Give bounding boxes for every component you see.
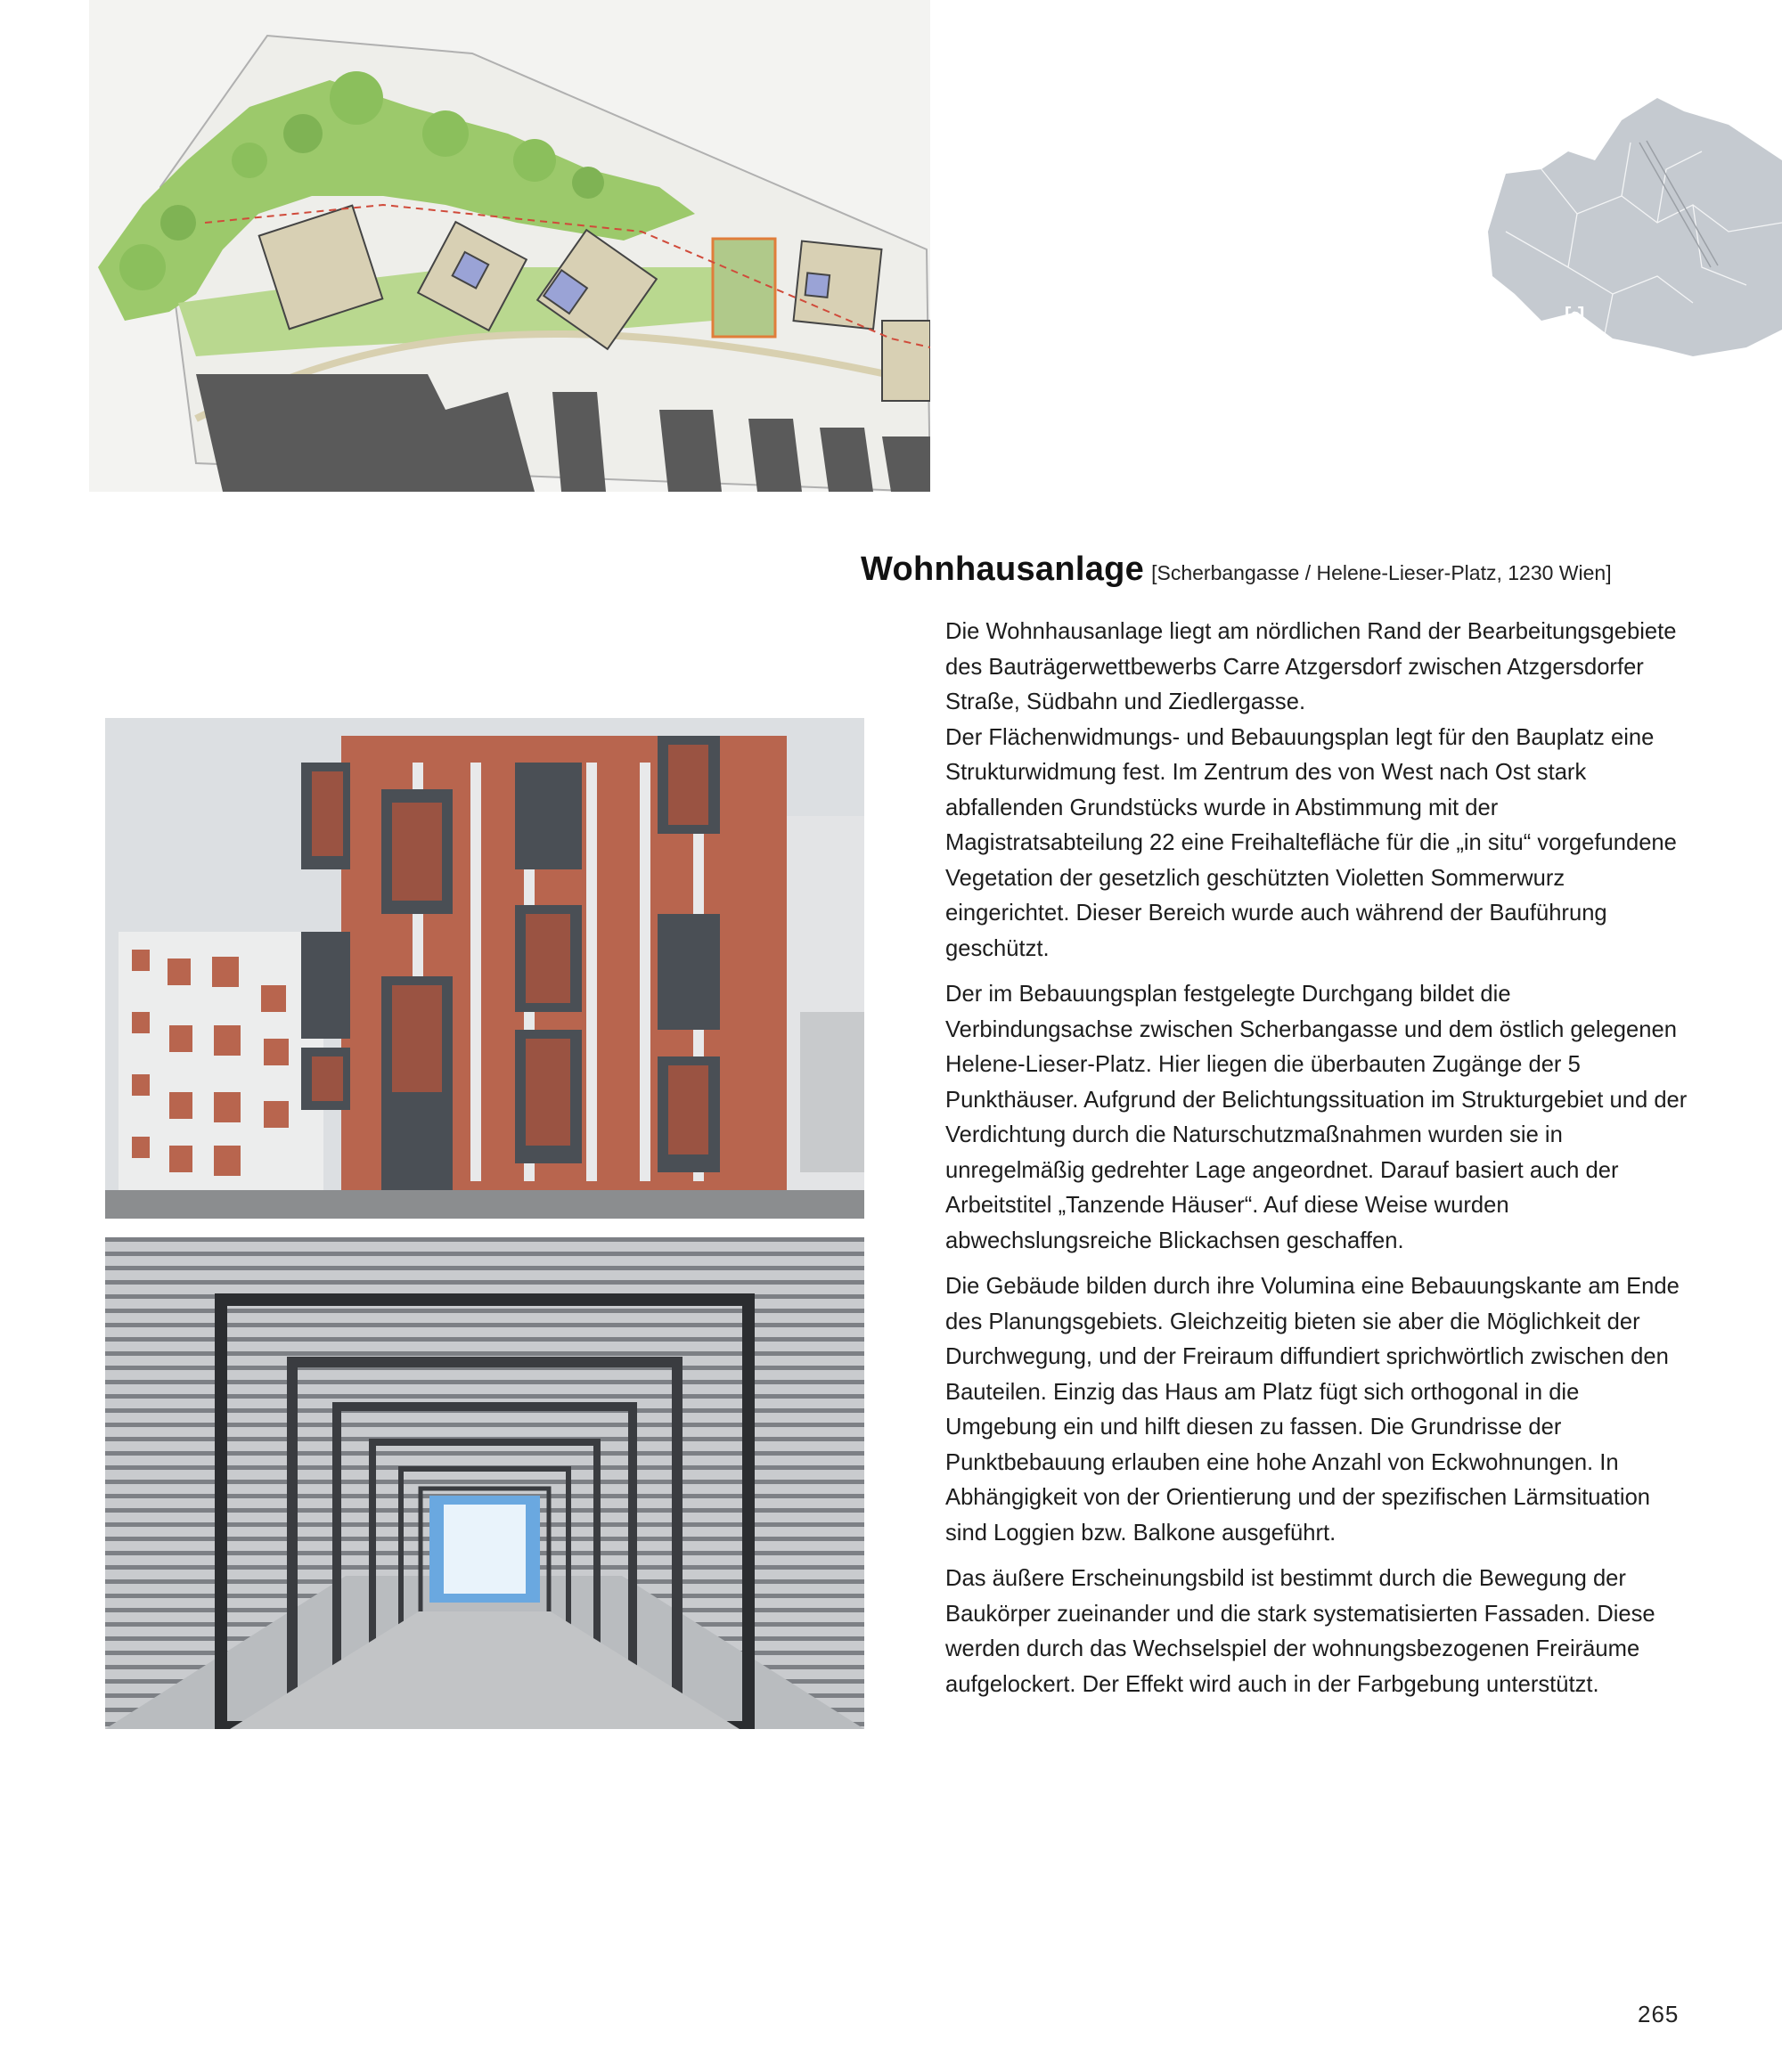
page-number: 265 <box>1638 2001 1680 2027</box>
body-paragraph: Der Flächenwidmungs- und Bebauungsplan legt für den Bauplatz eine Strukturwidmung fest. Im Zentrum des von West nach Ost stark abfallenden Grundstücks wurde in Abstimmung mit der Magistratsabteilung 22 eine Freihaltefläche für die „in situ“ vorgefundene Vegetation der gesetzlich geschützten Violetten Sommerwurz eingerichtet. Dieser Bereich wurde auch während der Bauführung geschützt. <box>945 724 1677 961</box>
facade-photo <box>105 718 864 1219</box>
body-text <box>945 615 1694 1713</box>
body-paragraph: Die Wohnhausanlage liegt am nördlichen Rand der Bearbeitungsgebiete des Bauträgerwettbewerbs Carre Atzgersdorf zwischen Atzgersdorfer Straße, Südbahn und Ziedlergasse. <box>945 619 1677 714</box>
project-title: Wohnhausanlage <box>861 551 1145 588</box>
vienna-district-map <box>1479 89 1782 356</box>
body-paragraph: Die Gebäude bilden durch ihre Volumina eine Bebauungskante am Ende des Planungsgebiets. Gleichzeitig bieten sie aber die Möglichkeit der Durchwegung, und der Freiraum diffundiert sprichwörtlich zwischen den Bauteilen. Einzig das Haus am Platz fügt sich orthogonal in die Umgebung ein und hilft diesen zu fassen. Die Grundrisse der Punktbebauung erlauben eine hohe Anzahl von Eckwohnungen. In Abhängigkeit von der Orientierung und der spezifischen Lärmsituation sind Loggien bzw. Balkone ausgeführt. <box>945 1274 1680 1546</box>
corridor-photo <box>105 1237 864 1729</box>
location-marker: [•] <box>1565 303 1585 325</box>
project-heading <box>861 551 1612 589</box>
body-paragraph: Das äußere Erscheinungsbild ist bestimmt durch die Bewegung der Baukörper zueinander und die stark systematisierten Fassaden. Diese werden durch das Wechselspiel der wohnungsbezogenen Freiräume aufgelockert. Der Effekt wird auch in der Farbgebung unterstützt. <box>945 1566 1655 1697</box>
site-plan-image <box>89 0 930 492</box>
project-address: [Scherbangasse / Helene-Lieser-Platz, 1230 Wien] <box>1151 561 1612 584</box>
body-paragraph: Der im Bebauungsplan festgelegte Durchgang bildet die Verbindungsachse zwischen Scherbangasse und dem östlich gelegenen Helene-Lieser-Platz. Hier liegen die überbauten Zugänge der 5 Punkthäuser. Aufgrund der Belichtungssituation im Strukturgebiet und der Verdichtung durch die Naturschutzmaßnahmen wurden sie in unregelmäßig gedrehter Lage angeordnet. Darauf basiert auch der Arbeitstitel „Tanzende Häuser“. Auf diese Weise wurden abwechslungsreiche Blickachsen geschaffen. <box>945 982 1688 1253</box>
